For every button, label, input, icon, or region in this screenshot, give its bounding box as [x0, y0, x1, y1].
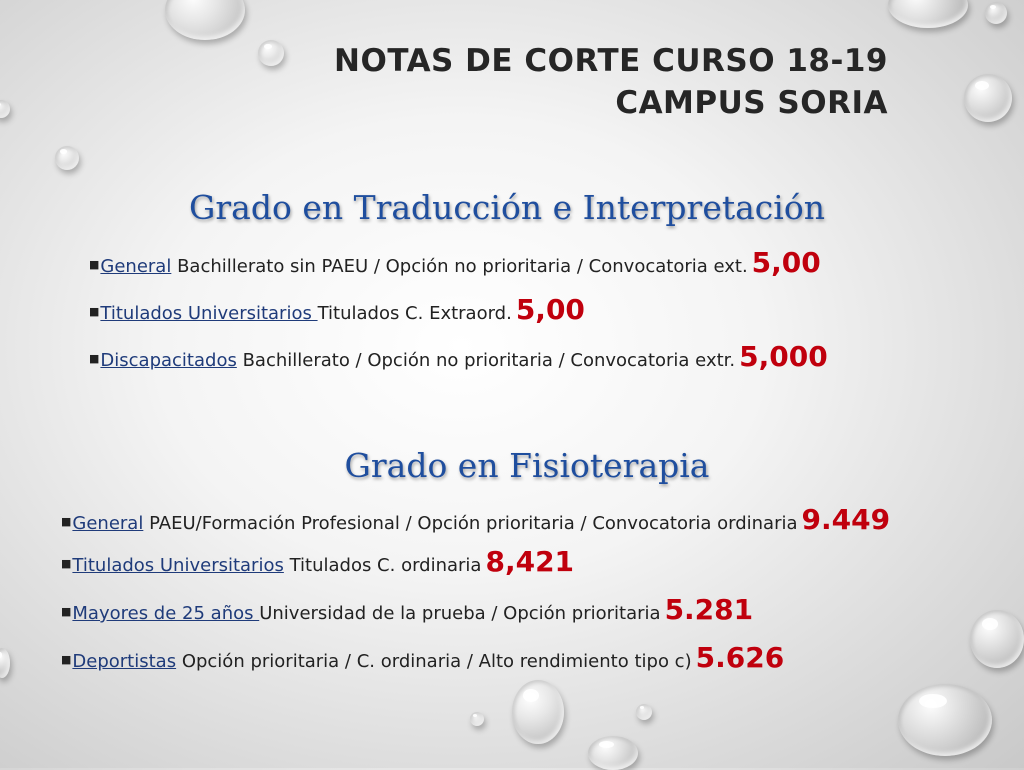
slide-title-line-2: CAMPUS SORIA — [615, 85, 888, 121]
cutoff-value: 5,000 — [739, 340, 828, 373]
water-drop — [964, 74, 1012, 122]
water-drop — [55, 146, 79, 170]
list-item — [61, 545, 574, 578]
water-drop — [0, 648, 10, 678]
bullet-square-icon: ■ — [61, 653, 72, 666]
item-text: Universidad de la prueba / Opción prioritaria — [259, 603, 661, 624]
water-drop — [970, 610, 1024, 668]
water-drop — [588, 736, 638, 770]
section-heading-fisioterapia: Grado en Fisioterapia — [344, 446, 710, 485]
water-drop — [985, 2, 1007, 24]
cutoff-value: 5.626 — [695, 641, 785, 674]
bullet-square-icon: ■ — [61, 557, 72, 570]
water-drop — [888, 0, 968, 28]
water-drop — [258, 40, 284, 66]
slide-title-line-1: NOTAS DE CORTE CURSO 18-19 — [334, 43, 888, 79]
list-item — [89, 340, 828, 373]
cutoff-value: 5,00 — [515, 293, 585, 326]
cutoff-value: 9.449 — [801, 503, 891, 536]
water-drop — [636, 704, 652, 720]
water-drop — [0, 100, 10, 118]
bullet-square-icon: ■ — [61, 515, 72, 528]
water-drop — [470, 712, 484, 726]
bullet-square-icon: ■ — [89, 258, 100, 271]
water-drop — [512, 680, 564, 744]
bullet-square-icon: ■ — [89, 305, 100, 318]
category-link[interactable]: Deportistas — [72, 651, 177, 672]
water-drop — [165, 0, 245, 40]
bullet-square-icon: ■ — [61, 605, 72, 618]
list-item — [89, 293, 585, 326]
section-heading-traduccion: Grado en Traducción e Interpretación — [189, 188, 825, 227]
slide-title — [334, 40, 888, 124]
item-text: Bachillerato / Opción no prioritaria / Convocatoria extr. — [236, 350, 736, 371]
cutoff-value: 8,421 — [485, 545, 575, 578]
category-link[interactable]: Titulados Universitarios — [72, 555, 284, 576]
cutoff-value: 5.281 — [664, 593, 754, 626]
bullet-square-icon: ■ — [89, 352, 100, 365]
water-drop — [898, 684, 992, 756]
category-link[interactable]: Discapacitados — [100, 350, 237, 371]
item-text: Titulados C. ordinaria — [283, 555, 482, 576]
category-link[interactable]: General — [72, 513, 144, 534]
cutoff-value: 5,00 — [751, 246, 821, 279]
category-link[interactable]: Mayores de 25 años — [72, 603, 260, 624]
item-text: Opción prioritaria / C. ordinaria / Alto rendimiento tipo c) — [176, 651, 692, 672]
item-text: Bachillerato sin PAEU / Opción no prioritaria / Convocatoria ext. — [171, 256, 748, 277]
item-text: Titulados C. Extraord. — [317, 303, 512, 324]
list-item — [61, 641, 784, 674]
category-link[interactable]: General — [100, 256, 172, 277]
item-text: PAEU/Formación Profesional / Opción prioritaria / Convocatoria ordinaria — [143, 513, 798, 534]
list-item — [61, 503, 890, 536]
list-item — [61, 593, 753, 626]
list-item — [89, 246, 821, 279]
category-link[interactable]: Titulados Universitarios — [100, 303, 318, 324]
